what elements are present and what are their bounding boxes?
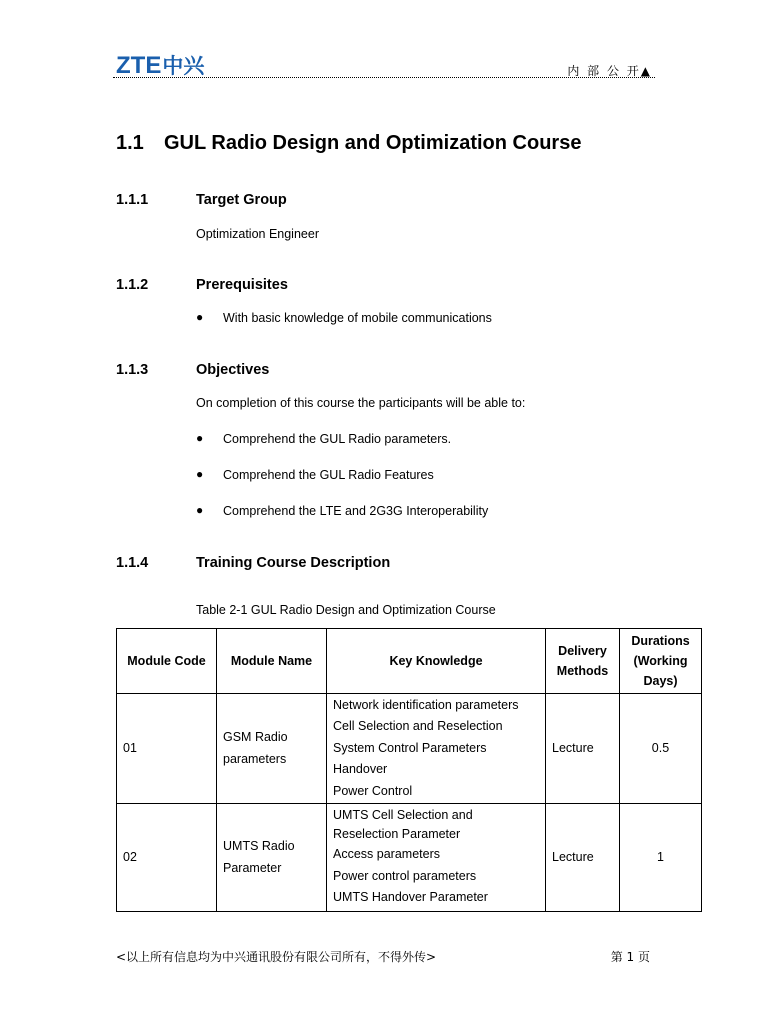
- column-header: Module Name: [217, 629, 327, 694]
- objective-item: Comprehend the LTE and 2G3G Interoperability: [223, 504, 489, 518]
- module-name: GSM Radio parameters: [217, 694, 327, 804]
- knowledge-item: System Control Parameters: [333, 740, 487, 755]
- objectives-intro: On completion of this course the participants will be able to:: [196, 396, 526, 410]
- table-header-row: [117, 629, 702, 694]
- duration: 1: [620, 804, 702, 912]
- objective-item: Comprehend the GUL Radio parameters.: [223, 432, 452, 446]
- section-number-objectives: 1.1.3: [116, 362, 149, 378]
- column-header: Key Knowledge: [327, 629, 546, 694]
- section-number-training: 1.1.4: [116, 555, 149, 571]
- key-knowledge: [327, 804, 546, 912]
- module-code: 01: [117, 694, 217, 804]
- delivery-method: Lecture: [546, 804, 620, 912]
- section-number-target-group: 1.1.1: [116, 192, 149, 208]
- knowledge-item: Cell Selection and Reselection: [333, 719, 503, 734]
- logo-latin: ZTE: [116, 52, 162, 79]
- table-row: [117, 804, 702, 912]
- bullet-dot-icon: ●: [196, 503, 204, 517]
- section-title-target-group: Target Group: [196, 192, 287, 208]
- knowledge-item: Handover: [333, 762, 388, 777]
- section-title-prerequisites: Prerequisites: [196, 277, 288, 293]
- key-knowledge: [327, 694, 546, 804]
- delivery-method: Lecture: [546, 694, 620, 804]
- knowledge-item: Access parameters: [333, 847, 440, 862]
- bullet-dot-icon: ●: [196, 467, 204, 481]
- heading1-title: GUL Radio Design and Optimization Course: [164, 132, 582, 154]
- knowledge-item: Power Control: [333, 783, 413, 798]
- module-name: UMTS Radio Parameter: [217, 804, 327, 912]
- classification-label: 内 部 公 开▲: [567, 64, 652, 78]
- knowledge-item: Power control parameters: [333, 868, 477, 883]
- column-header: Durations (Working Days): [620, 629, 702, 694]
- bullet-dot-icon: ●: [196, 310, 204, 324]
- bullet-dot-icon: ●: [196, 431, 204, 445]
- column-header: Module Code: [117, 629, 217, 694]
- table-row: [117, 694, 702, 804]
- zte-logo: [116, 50, 204, 80]
- knowledge-item: Network identification parameters: [333, 697, 519, 712]
- knowledge-item: UMTS Cell Selection and Reselection Parameter: [333, 808, 473, 842]
- column-header: Delivery Methods: [546, 629, 620, 694]
- footer-confidentiality: <以上所有信息均为中兴通讯股份有限公司所有，不得外传>: [116, 950, 437, 964]
- header-divider: [113, 77, 655, 78]
- target-group-text: Optimization Engineer: [196, 227, 319, 241]
- section-number-prerequisites: 1.1.2: [116, 277, 149, 293]
- objective-item: Comprehend the GUL Radio Features: [223, 468, 434, 482]
- prerequisite-item: With basic knowledge of mobile communications: [223, 311, 492, 325]
- heading1-number: 1.1: [116, 132, 144, 154]
- section-title-objectives: Objectives: [196, 362, 270, 378]
- course-table: [116, 628, 702, 912]
- logo-cn: 中兴: [162, 54, 205, 78]
- module-code: 02: [117, 804, 217, 912]
- section-title-training: Training Course Description: [196, 555, 391, 571]
- page-number: 第 1 页: [610, 950, 650, 964]
- table-caption: Table 2-1 GUL Radio Design and Optimization Course: [196, 603, 496, 617]
- knowledge-item: UMTS Handover Parameter: [333, 890, 488, 905]
- duration: 0.5: [620, 694, 702, 804]
